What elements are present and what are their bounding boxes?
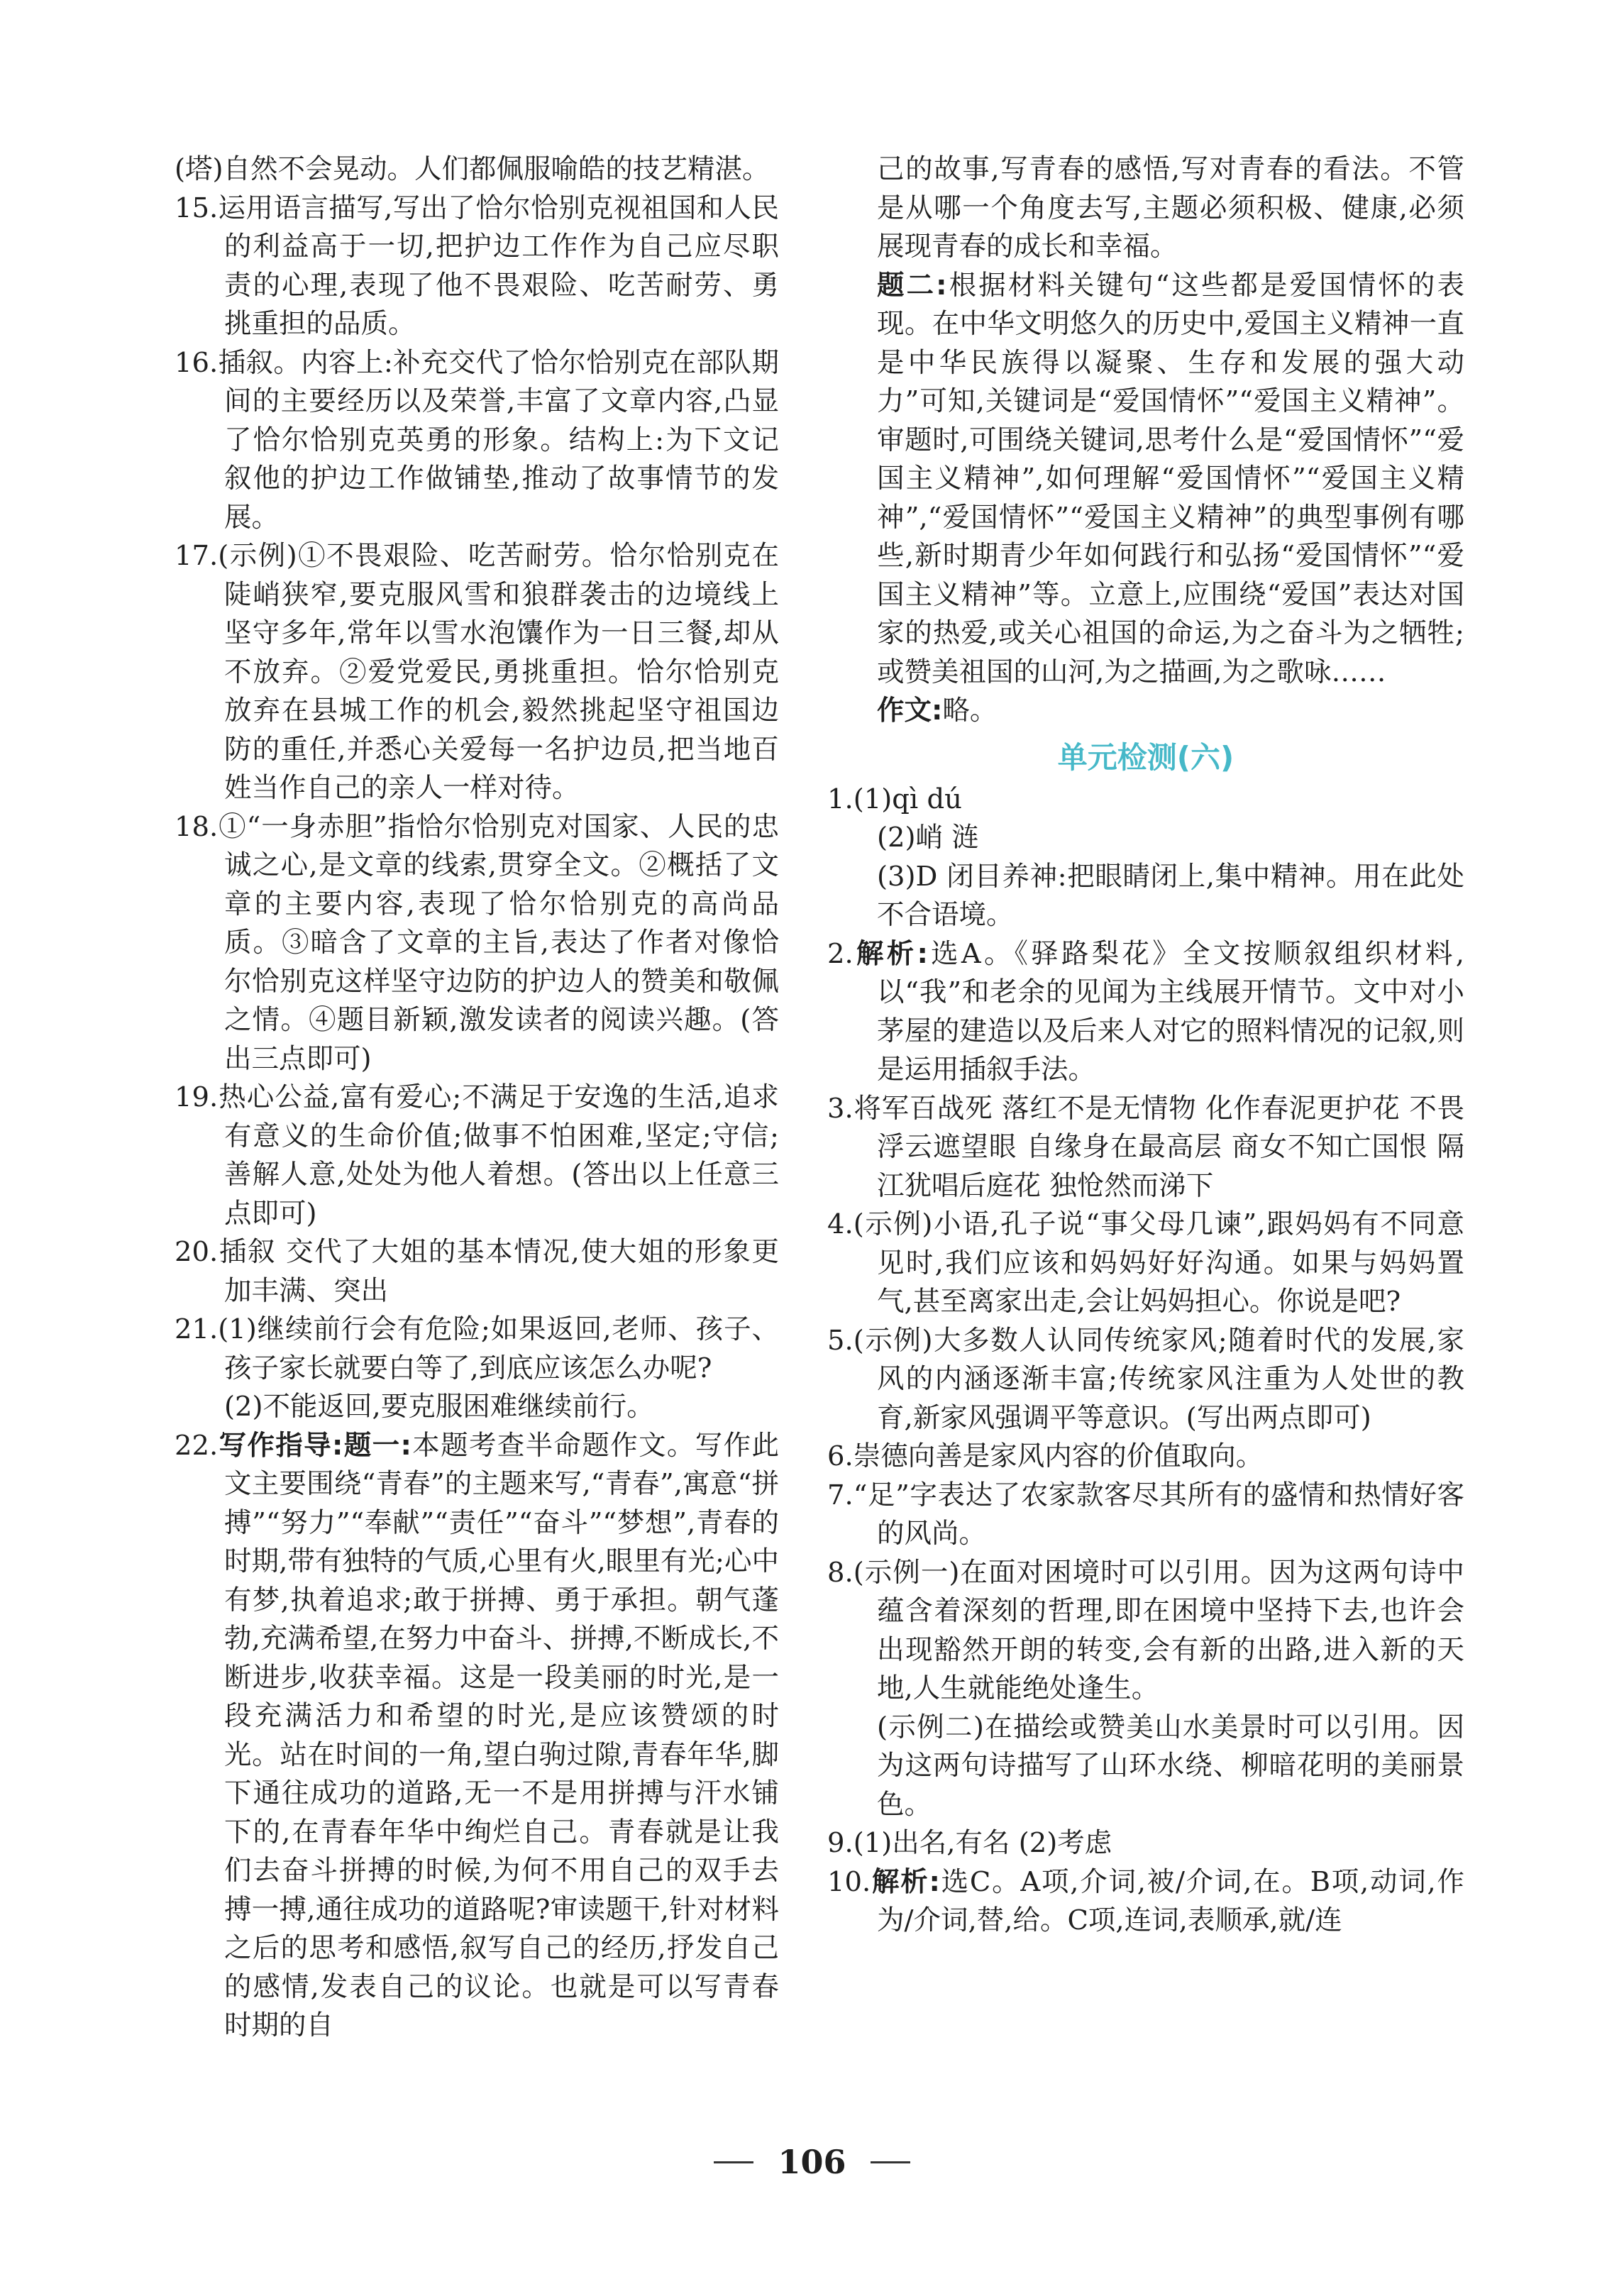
answer-text: 选C。A项,介词,被/介词,在。B项,动词,作为/介词,替,给。C项,连词,表顺承,就/连: [877, 1865, 1464, 1936]
answer-item: 8.(示例一)在面对困境时可以引用。因为这两句诗中蕴含着深刻的哲理,即在困境中坚持下去,也许会出现豁然开朗的转变,会有新的出路,进入新的天地,人生就能绝处逢生。: [827, 1556, 1464, 1704]
footer-dash-right: [871, 2161, 910, 2163]
answer-paragraph: [827, 267, 1464, 693]
answer-item: 3.将军百战死 落红不是无情物 化作春泥更护花 不畏浮云遮望眼 自缘身在最高层 商女不知亡国恨 隔江犹唱后庭花 独怆然而涕下: [827, 1092, 1464, 1202]
answer-paragraph: (塔)自然不会晃动。人们都佩服喻皓的技艺精湛。: [175, 153, 770, 185]
bold-label: 题二:: [877, 269, 947, 302]
answer-item: 7.“足”字表达了农家款客尽其所有的盛情和热情好客的风尚。: [827, 1479, 1464, 1550]
page-number: 106: [778, 2143, 846, 2181]
answer-item: 20.插叙 交代了大姐的基本情况,使大姐的形象更加丰满、突出: [175, 1236, 779, 1307]
answer-paragraph: (2)不能返回,要克服困难继续前行。: [224, 1391, 654, 1423]
item-number: 2.: [827, 937, 854, 970]
answer-paragraph: (3)D 闭目养神:把眼睛闭上,集中精神。用在此处不合语境。: [877, 860, 1464, 931]
answer-item: 19.热心公益,富有爱心;不满足于安逸的生活,追求有意义的生命价值;做事不怕困难,坚定;守信;善解人意,处处为他人着想。(答出以上任意三点即可): [175, 1081, 779, 1230]
item-number: 10.: [827, 1865, 871, 1898]
answer-item: 21.(1)继续前行会有危险;如果返回,老师、孩子、孩子家长就要白等了,到底应该怎么办呢?: [175, 1313, 779, 1384]
answer-item: [827, 935, 1464, 1090]
answer-text: 本题考查半命题作文。写作此文主要围绕“青春”的主题来写,“青春”,寓意“拼搏”“努力”“奉献”“责任”“奋斗”“梦想”,青春的时期,带有独特的气质,心里有火,眼里有光;心中有梦,执着追求;敢于拼搏、勇于承担。朝气蓬勃,充满希望,在努力中奋斗、拼搏,不断成长,不断进步,收获幸福。这是一段美丽的时光,是一段充满活力和希望的时光,是应该赞颂的时光。站在时间的一角,望白驹过隙,青春年华,脚下通往成功的道路,无一不是用拼搏与汗水铺下的,在青春年华中绚烂自己。青春就是让我们去奋斗拼搏的时候,为何不用自己的双手去搏一搏,通往成功的道路呢?审读题干,针对材料之后的思考和感悟,叙写自己的经历,抒发自己的感情,发表自己的议论。也就是可以写青春时期的自: [224, 1429, 779, 2041]
answer-paragraph: [827, 692, 1464, 731]
answer-item: 17.(示例)①不畏艰险、吃苦耐劳。恰尔恰别克在陡峭狭窄,要克服风雪和狼群袭击的边境线上坚守多年,常年以雪水泡馕作为一日三餐,却从不放弃。②爱党爱民,勇挑重担。恰尔恰别克放弃在县城工作的机会,毅然挑起坚守祖国边防的重任,并悉心关爱每一名护边员,把当地百姓当作自己的亲人一样对待。: [175, 540, 779, 804]
answer-paragraph: (2)峭 涟: [877, 822, 979, 854]
answer-item: 4.(示例)小语,孔子说“事父母几谏”,跟妈妈有不同意见时,我们应该和妈妈好好沟通。如果与妈妈置气,甚至离家出走,会让妈妈担心。你说是吧?: [827, 1208, 1464, 1318]
answer-paragraph: 己的故事,写青春的感悟,写对青春的看法。不管是从哪一个角度去写,主题必须积极、健康,必须展现青春的成长和幸福。: [877, 153, 1464, 263]
answer-item: 18.①“一身赤胆”指恰尔恰别克对国家、人民的忠诚之心,是文章的线索,贯穿全文。②概括了文章的主要内容,表现了恰尔恰别克的高尚品质。③暗含了文章的主旨,表达了作者对像恰尔恰别克这样坚守边防的护边人的赞美和敬佩之情。④题目新颖,激发读者的阅读兴趣。(答出三点即可): [175, 810, 779, 1075]
bold-label: 解析:: [871, 1865, 940, 1898]
page-footer: [0, 2143, 1624, 2182]
item-number: 22.: [175, 1429, 219, 1462]
answer-item: [175, 1427, 779, 2046]
answer-text: 选A。《驿路梨花》全文按顺叙组织材料,以“我”和老余的见闻为主线展开情节。文中对小茅屋的建造以及后来人对它的照料情况的记叙,则是运用插叙手法。: [877, 937, 1464, 1086]
right-column: [827, 150, 1464, 1941]
answer-text: 略。: [942, 695, 998, 727]
footer-dash-left: [714, 2161, 753, 2163]
answer-item: 6.崇德向善是家风内容的价值取向。: [827, 1440, 1264, 1472]
answer-item: 16.插叙。内容上:补充交代了恰尔恰别克在部队期间的主要经历以及荣誉,丰富了文章内容,凸显了恰尔恰别克英勇的形象。结构上:为下文记叙他的护边工作做铺垫,推动了故事情节的发展。: [175, 346, 779, 534]
answer-item: 5.(示例)大多数人认同传统家风;随着时代的发展,家风的内涵逐渐丰富;传统家风注重为人处世的教育,新家风强调平等意识。(写出两点即可): [827, 1324, 1464, 1434]
section-title: 单元检测(六): [1057, 739, 1234, 775]
answer-paragraph: (示例二)在描绘或赞美山水美景时可以引用。因为这两句诗描写了山环水绕、柳暗花明的美丽景色。: [877, 1711, 1464, 1821]
answer-item: 1.(1)qì dú: [827, 783, 962, 815]
answer-text: 根据材料关键句“这些都是爱国情怀的表现。在中华文明悠久的历史中,爱国主义精神一直是中华民族得以凝聚、生存和发展的强大动力”可知,关键词是“爱国情怀”“爱国主义精神”。审题时,可围绕关键词,思考什么是“爱国情怀”“爱国主义精神”,如何理解“爱国情怀”“爱国主义精神”,“爱国情怀”“爱国主义精神”的典型事例有哪些,新时期青少年如何践行和弘扬“爱国情怀”“爱国主义精神”等。立意上,应围绕“爱国”表达对国家的热爱,或关心祖国的命运,为之奋斗为之牺牲;或赞美祖国的山河,为之描画,为之歌咏……: [877, 269, 1464, 688]
bold-label: 解析:: [853, 937, 928, 970]
answer-item: 9.(1)出名,有名 (2)考虑: [827, 1827, 1112, 1859]
left-column: [175, 150, 779, 2046]
answer-item: 15.运用语言描写,写出了恰尔恰别克视祖国和人民的利益高于一切,把护边工作作为自己应尽职责的心理,表现了他不畏艰险、吃苦耐劳、勇挑重担的品质。: [175, 192, 779, 340]
bold-label: 作文:: [877, 695, 943, 727]
bold-label: 写作指导:题一:: [218, 1429, 411, 1462]
answer-item: [827, 1863, 1464, 1941]
